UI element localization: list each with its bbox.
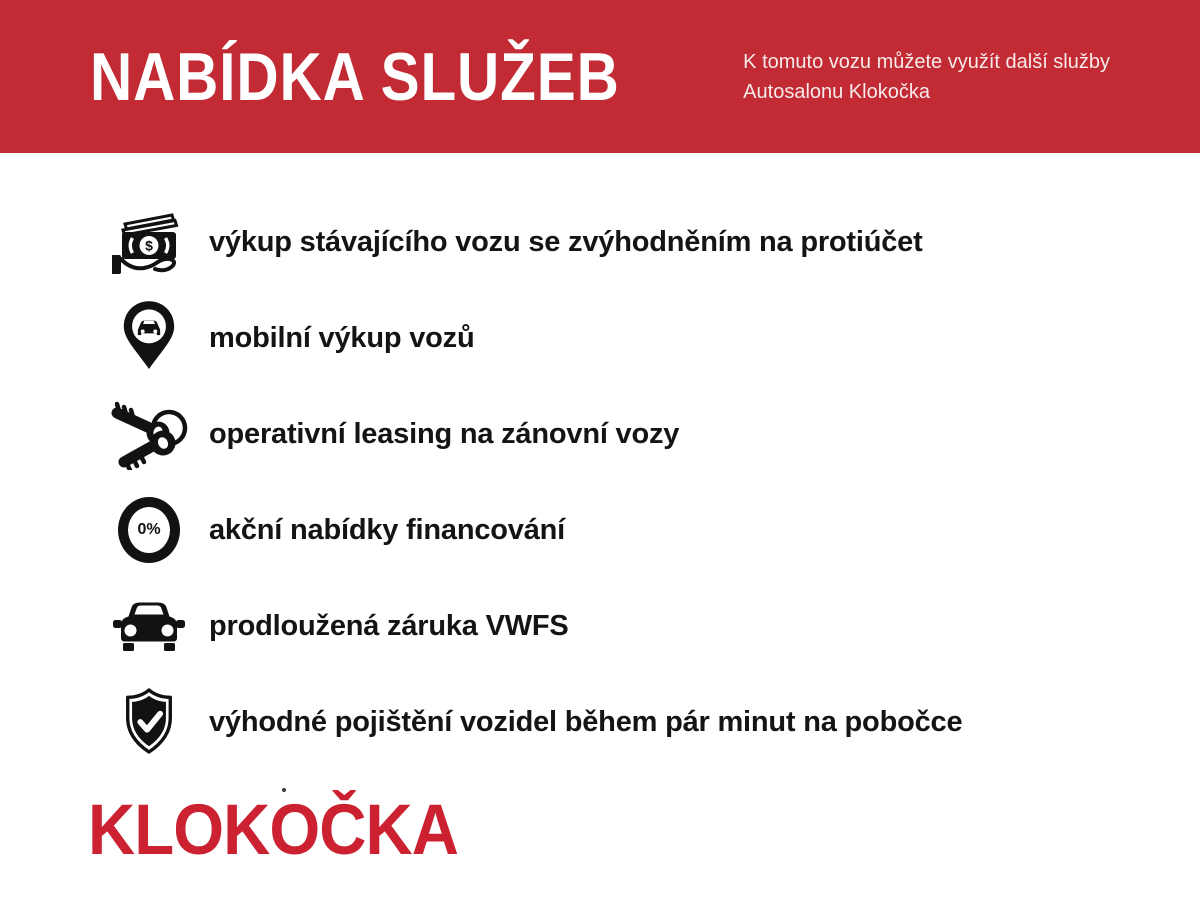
page-title: NABÍDKA SLUŽEB	[90, 38, 620, 115]
header-note-line2: Autosalonu Klokočka	[743, 80, 930, 103]
service-row-warranty	[105, 578, 1200, 674]
zero-percent-badge: 0%	[137, 521, 161, 538]
zero-percent-ring	[118, 497, 180, 563]
service-label: mobilní výkup vozů	[209, 321, 475, 354]
service-row-insurance	[105, 674, 1200, 770]
service-row-trade-in	[105, 194, 1200, 290]
service-label: výhodné pojištění vozidel během pár minut na pobočce	[209, 705, 963, 738]
car-keys-icon	[105, 386, 193, 482]
service-row-leasing	[105, 386, 1200, 482]
services-list	[105, 194, 1200, 770]
header-note-line1: K tomuto vozu můžete využít další služby	[743, 50, 1110, 73]
header-note	[743, 47, 1110, 107]
cash-in-hand-icon	[105, 194, 193, 290]
header-banner	[0, 0, 1200, 153]
service-row-mobile-buyout	[105, 290, 1200, 386]
zero-percent-icon	[105, 482, 193, 578]
car-icon	[105, 578, 193, 674]
svg-text:$: $	[145, 237, 153, 254]
service-label: výkup stávajícího vozu se zvýhodněním na protiúčet	[209, 225, 923, 258]
service-label: prodloužená záruka VWFS	[209, 609, 569, 642]
service-label: operativní leasing na zánovní vozy	[209, 417, 680, 450]
klokocka-logo: KLOKOČKA	[88, 791, 459, 870]
service-label: akční nabídky financování	[209, 513, 565, 546]
shield-check-icon	[105, 674, 193, 770]
service-row-financing	[105, 482, 1200, 578]
car-location-pin-icon	[105, 290, 193, 386]
footer	[88, 790, 1200, 871]
